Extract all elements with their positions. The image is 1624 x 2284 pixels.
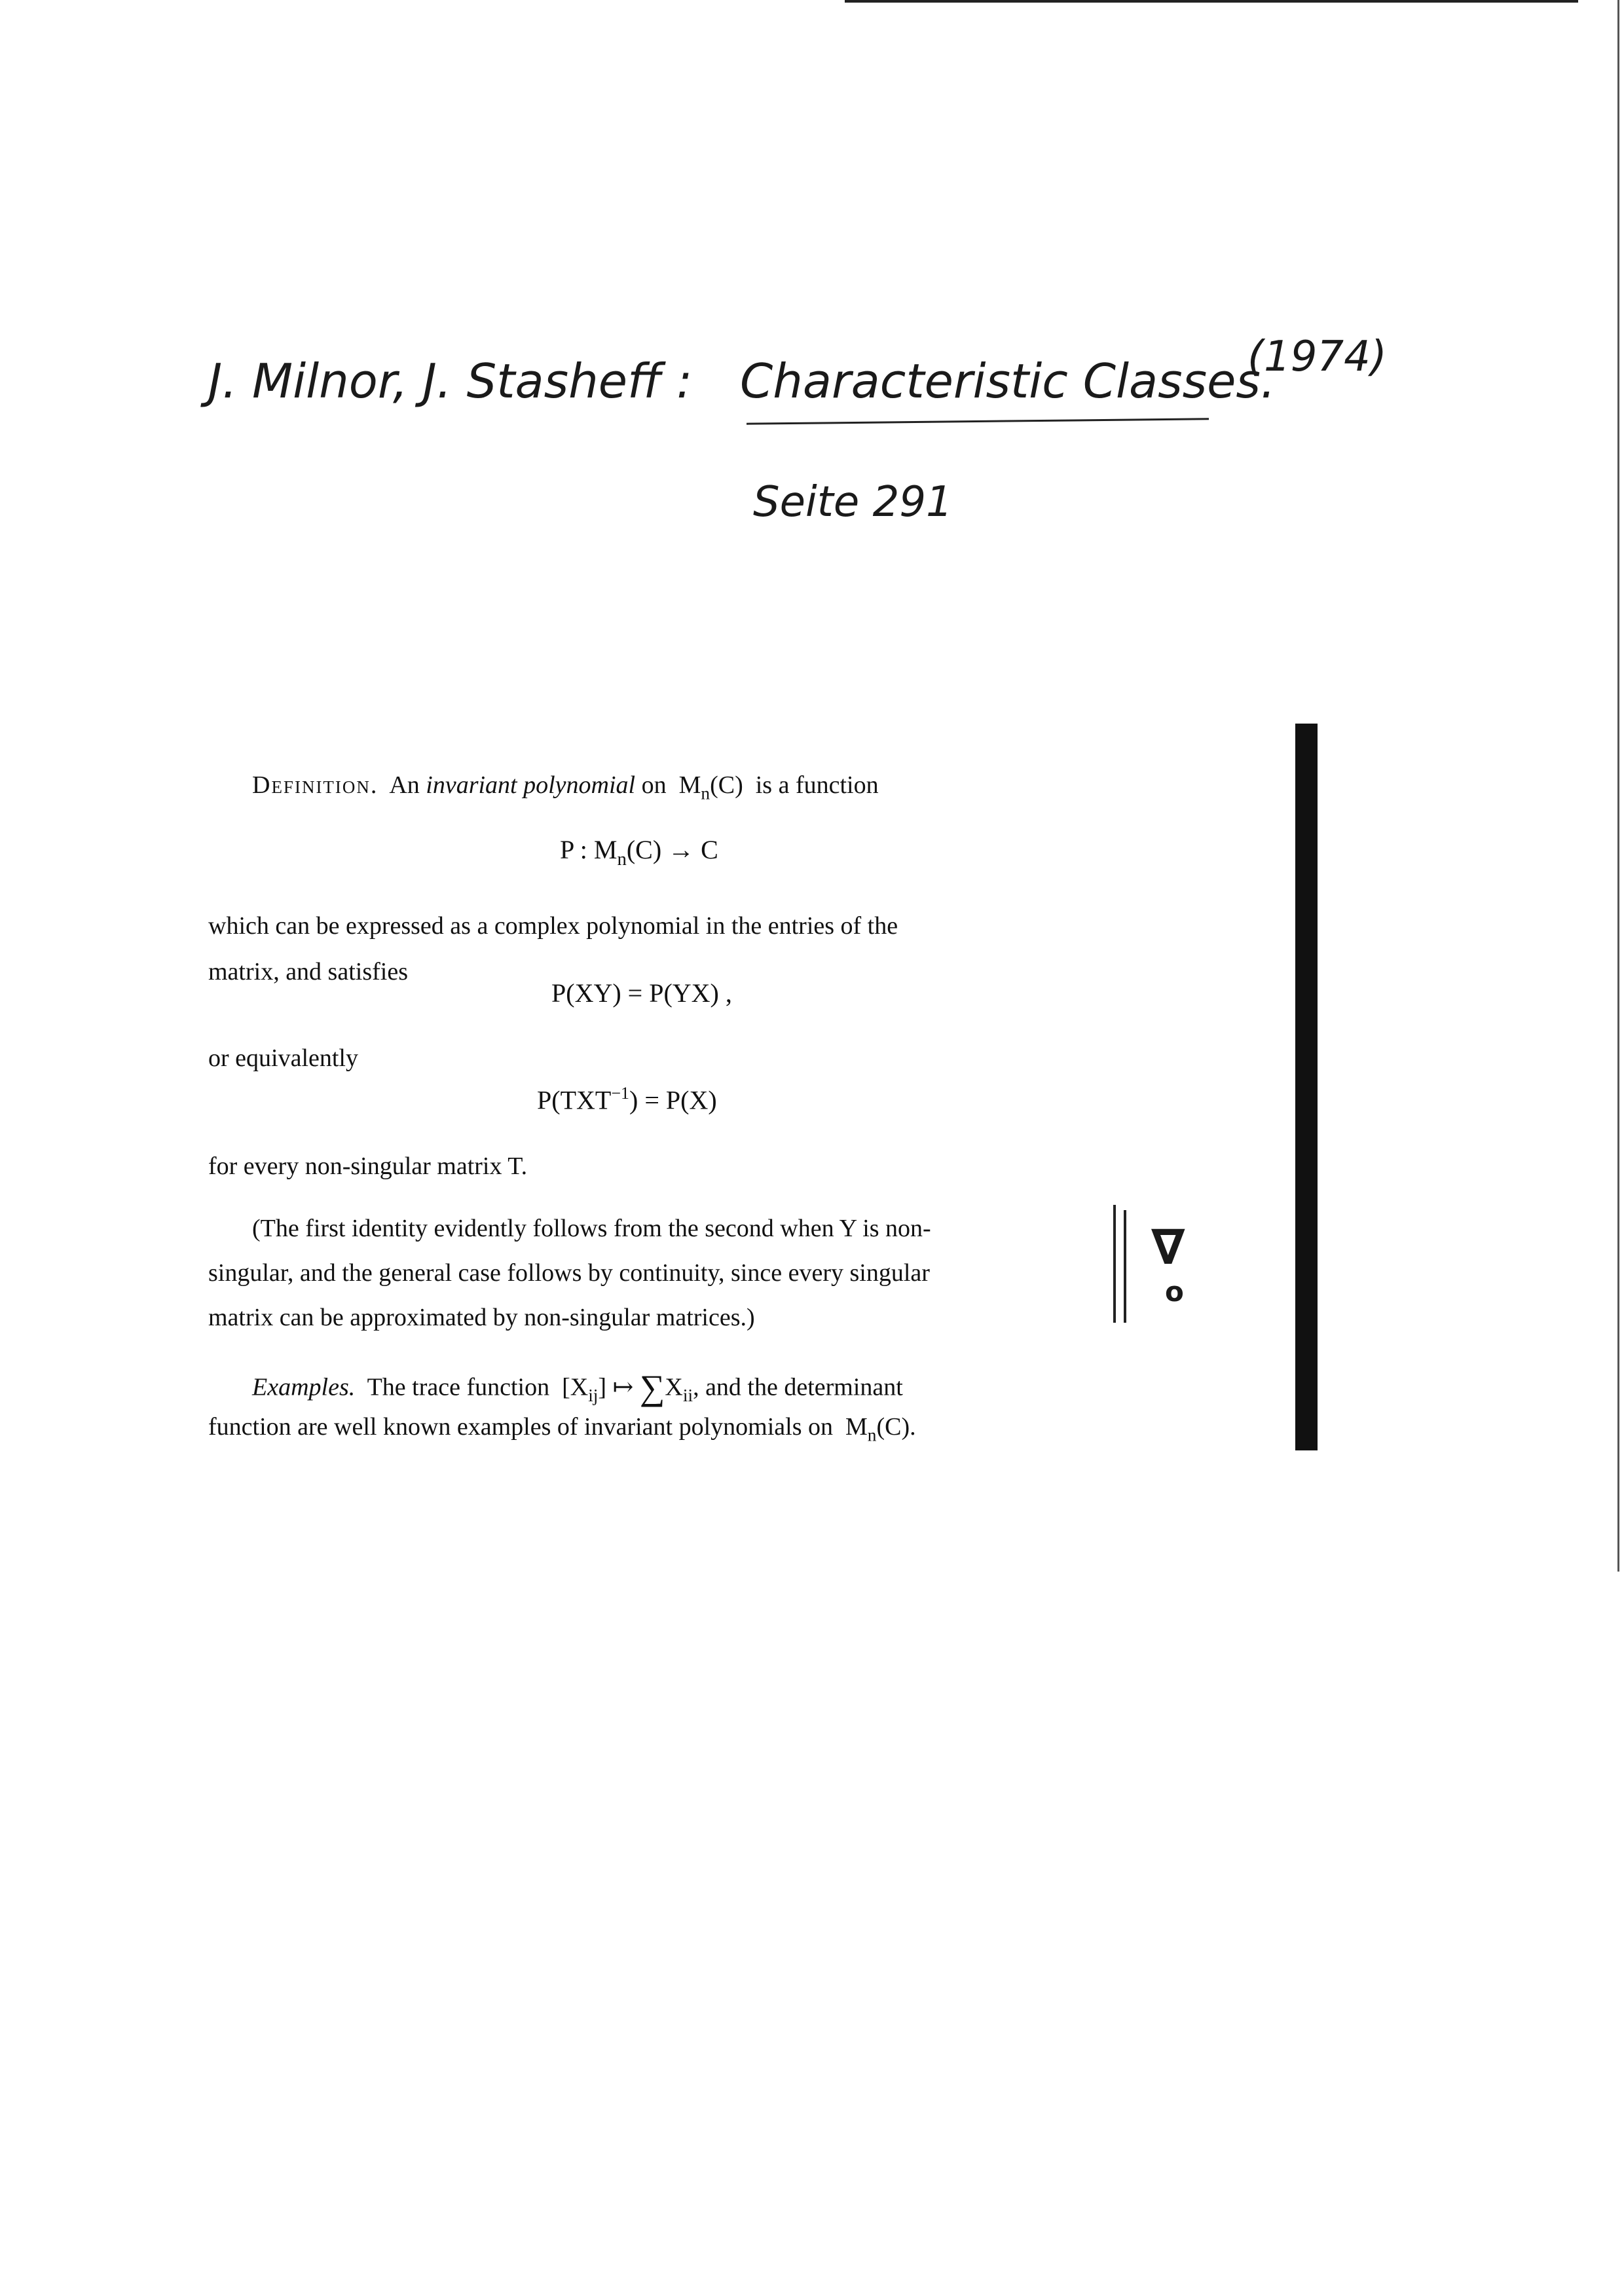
examples-bracket: [X bbox=[562, 1373, 589, 1401]
equation-conjugation bbox=[537, 1085, 717, 1114]
margin-double-line-2 bbox=[1124, 1210, 1126, 1323]
examples-line-1 bbox=[252, 1370, 903, 1405]
examples-label: Examples. bbox=[252, 1373, 356, 1401]
remark-line-2: singular, and the general case follows by continuity, since every singular bbox=[208, 1259, 930, 1287]
examples-m: M bbox=[845, 1413, 868, 1441]
definition-term: invariant polynomial bbox=[426, 771, 636, 799]
handwritten-year: (1974) bbox=[1247, 333, 1387, 381]
handwritten-book-title: Characteristic Classes. bbox=[740, 354, 1276, 409]
definition-domain-c: (C) bbox=[710, 771, 743, 799]
map-sub: n bbox=[617, 849, 627, 870]
definition-domain-sub: n bbox=[701, 783, 710, 803]
examples-bracket-close: ] bbox=[598, 1373, 607, 1401]
conj-left: P(TXT bbox=[537, 1085, 612, 1115]
text-line-matrix: matrix, and satisfies bbox=[208, 958, 408, 985]
examples-bracket-sub: ij bbox=[588, 1386, 599, 1406]
definition-tail: is a function bbox=[755, 771, 879, 799]
remark-line-1: (The first identity evidently follows from the second when Y is non- bbox=[252, 1215, 931, 1242]
conj-sup: −1 bbox=[611, 1084, 629, 1103]
examples-line-2-text: function are well known examples of invariant polynomials on bbox=[208, 1413, 833, 1441]
examples-text-2: , and the determinant bbox=[693, 1373, 903, 1401]
map-rhs: (C) → C bbox=[626, 835, 718, 864]
definition-on: on bbox=[641, 771, 667, 799]
examples-x-sub: ii bbox=[682, 1386, 693, 1406]
scan-edge-right bbox=[1617, 0, 1619, 1572]
text-line-every: for every non-singular matrix T. bbox=[208, 1152, 528, 1180]
title-underline bbox=[747, 418, 1209, 424]
examples-line-2 bbox=[208, 1414, 916, 1445]
examples-text-1: The trace function bbox=[367, 1373, 550, 1401]
handwritten-page-number: Seite 291 bbox=[753, 478, 953, 526]
examples-mapsto: ↦ bbox=[612, 1373, 634, 1401]
definition-domain-m: M bbox=[678, 771, 701, 799]
text-line-which: which can be expressed as a complex polynomial in the entries of the bbox=[208, 912, 898, 940]
margin-double-line bbox=[1113, 1205, 1116, 1323]
text-line-equivalently: or equivalently bbox=[208, 1044, 358, 1072]
handwritten-authors: J. Milnor, J. Stasheff : bbox=[208, 354, 693, 409]
equation-commute: P(XY) = P(YX) , bbox=[551, 978, 732, 1008]
definition-line bbox=[252, 773, 879, 803]
examples-sum: ∑ bbox=[639, 1368, 665, 1407]
definition-lead: An bbox=[389, 771, 420, 799]
examples-x: X bbox=[665, 1373, 683, 1401]
nabla-mark: ∇ bbox=[1151, 1219, 1185, 1276]
examples-c: (C). bbox=[876, 1413, 916, 1441]
nabla-sub-mark: o bbox=[1165, 1276, 1184, 1308]
margin-bar bbox=[1295, 724, 1318, 1450]
conj-right: ) = P(X) bbox=[629, 1085, 717, 1115]
map-lhs: P : M bbox=[560, 835, 618, 864]
map-equation bbox=[560, 837, 718, 869]
definition-label: Definition. bbox=[252, 771, 378, 799]
scan-edge-top bbox=[845, 0, 1578, 3]
examples-m-sub: n bbox=[867, 1425, 877, 1445]
remark-line-3: matrix can be approximated by non-singular matrices.) bbox=[208, 1304, 755, 1331]
